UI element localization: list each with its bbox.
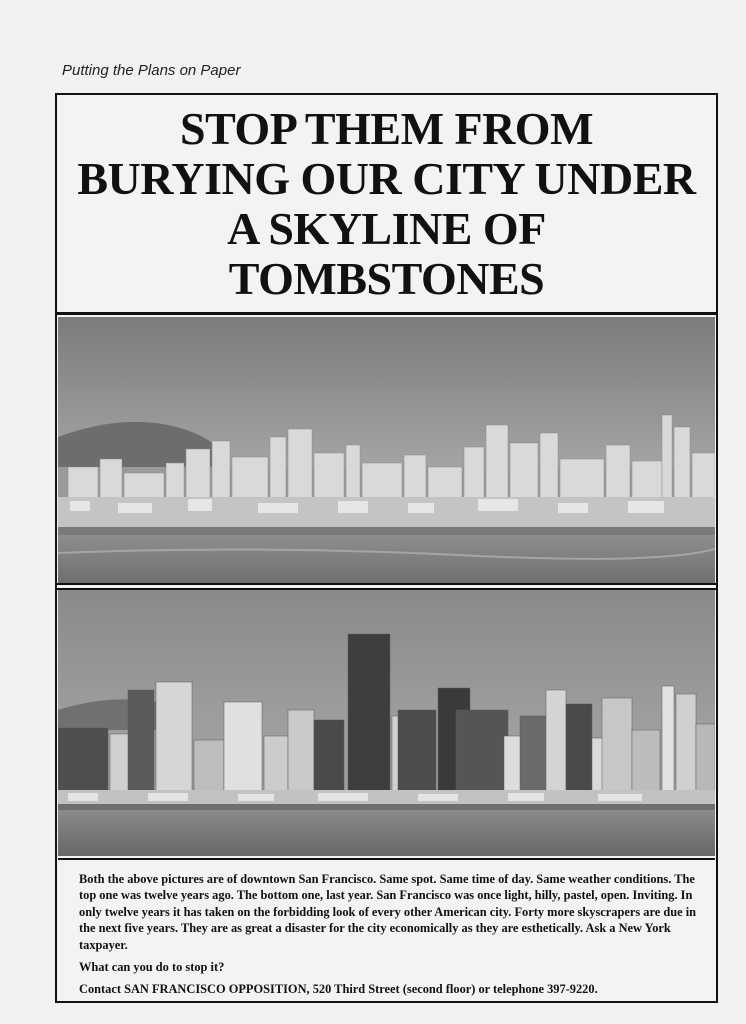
ad-copy xyxy=(79,871,697,1004)
headline: STOP THEM FROM BURYING OUR CITY UNDER A SKYLINE OF TOMBSTONES xyxy=(77,102,696,304)
photo-divider xyxy=(57,583,716,590)
photo-skyline-past xyxy=(58,317,715,583)
photo-skyline-present xyxy=(58,590,715,860)
headline-box xyxy=(57,95,716,315)
question-text: What can you do to stop it? xyxy=(79,960,225,975)
section-header: Putting the Plans on Paper xyxy=(62,62,241,79)
contact-text: Contact SAN FRANCISCO OPPOSITION, 520 Third Street (second floor) or telephone 397-9220. xyxy=(79,982,598,997)
body-text: Both the above pictures are of downtown San Francisco. Same spot. Same time of day. Same weather conditions. The top one was twelve years ago. The bottom one, last year. San Francisco was once light, hilly, pastel, open. Inviting. In only twelve years it has taken on the forbidding look of every other American city. Forty more skyscrapers are due in the next five years. They are as great a disaster for the city economically as they are esthetically. Ask a New York taxpayer. xyxy=(79,872,697,952)
advertisement xyxy=(55,93,718,1003)
